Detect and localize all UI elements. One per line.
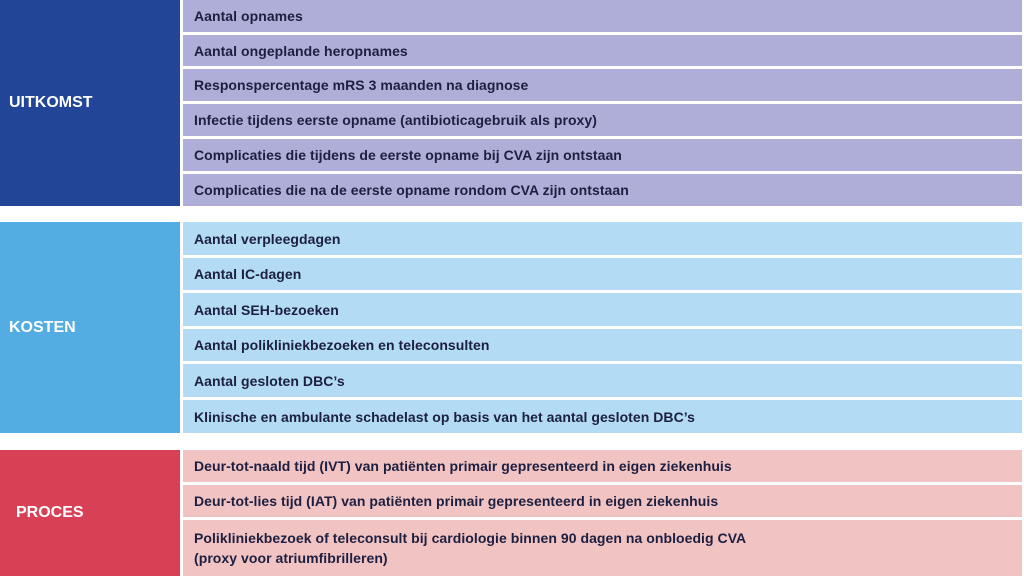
kosten-item: Aantal IC-dagen [183,258,1022,290]
kosten-item: Klinische en ambulante schadelast op basis van het aantal gesloten DBC’s [183,400,1022,433]
uitkomst-items [183,0,1022,206]
kosten-item: Aantal gesloten DBC’s [183,364,1022,397]
uitkomst-item: Responspercentage mRS 3 maanden na diagnose [183,69,1022,101]
uitkomst-item: Aantal opnames [183,0,1022,32]
proces-item: Polikliniekbezoek of teleconsult bij cardiologie binnen 90 dagen na onbloedig CVA (proxy voor atriumfibrilleren) [183,520,1022,576]
kosten-items [183,222,1022,433]
proces-category-label: PROCES [0,450,180,576]
uitkomst-item: Complicaties die na de eerste opname rondom CVA zijn ontstaan [183,174,1022,206]
proces-item: Deur-tot-lies tijd (IAT) van patiënten primair gepresenteerd in eigen ziekenhuis [183,485,1022,517]
uitkomst-category-label: UITKOMST [0,0,180,206]
kosten-group [0,222,1022,433]
kosten-item: Aantal polikliniekbezoeken en teleconsulten [183,329,1022,361]
proces-group [0,450,1022,576]
uitkomst-item: Complicaties die tijdens de eerste opname bij CVA zijn ontstaan [183,139,1022,171]
kosten-item: Aantal SEH-bezoeken [183,293,1022,326]
proces-item: Deur-tot-naald tijd (IVT) van patiënten primair gepresenteerd in eigen ziekenhuis [183,450,1022,482]
uitkomst-item: Infectie tijdens eerste opname (antibioticagebruik als proxy) [183,104,1022,136]
proces-items [183,450,1022,576]
uitkomst-group [0,0,1022,206]
uitkomst-item: Aantal ongeplande heropnames [183,35,1022,66]
kosten-item: Aantal verpleegdagen [183,222,1022,255]
kosten-category-label: KOSTEN [0,222,180,433]
